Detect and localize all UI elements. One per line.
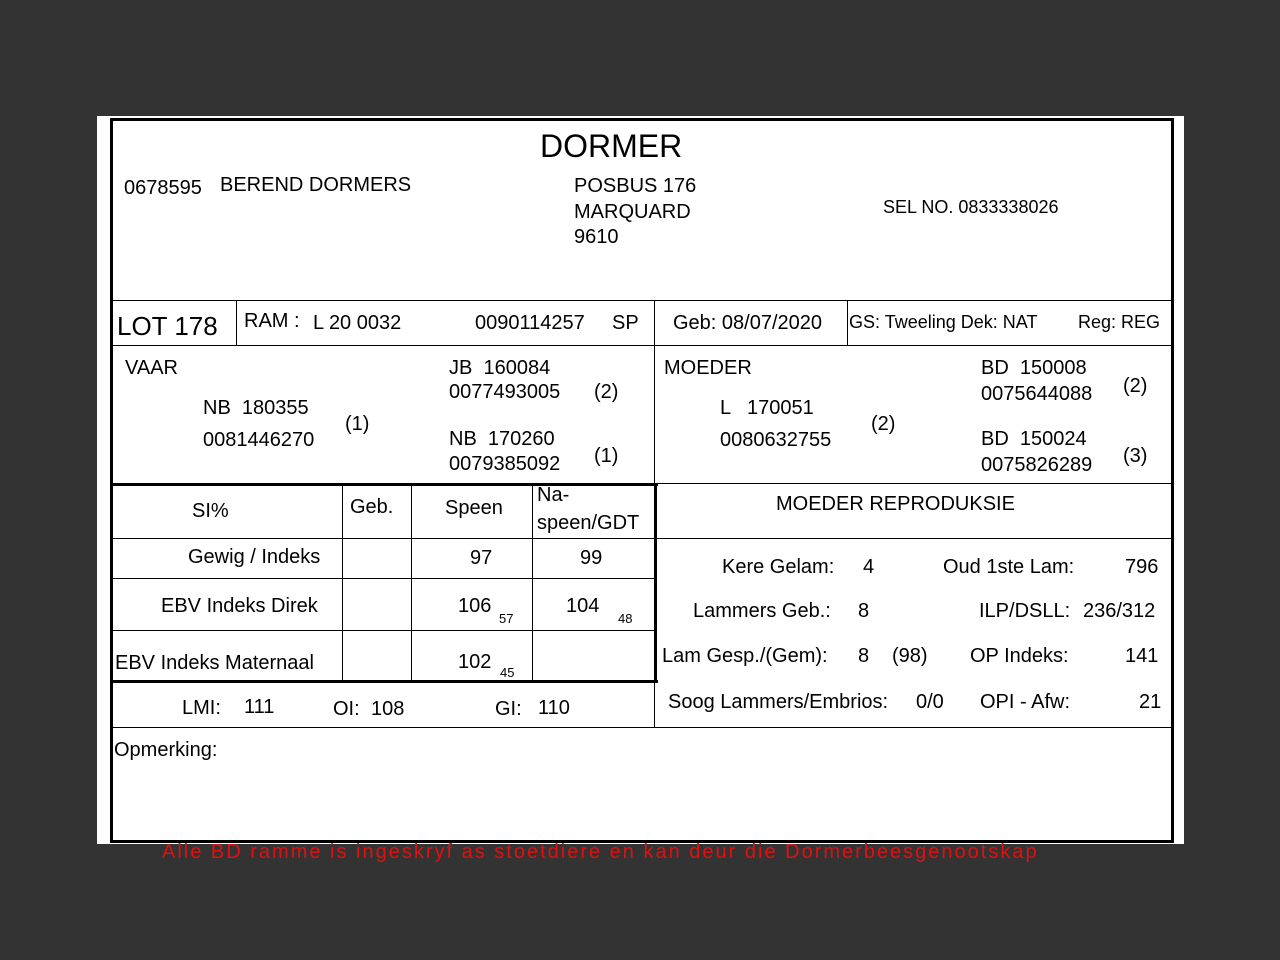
gs-dek — [849, 313, 1037, 331]
reg-label: Reg: — [1078, 312, 1117, 332]
ilp-label: ILP/DSLL: — [979, 600, 1071, 622]
ram-number: 0090114257 — [475, 312, 585, 334]
dam-id: L 170051 — [720, 397, 814, 419]
lot-label: LOT — [117, 311, 168, 341]
sire-note: (1) — [345, 413, 370, 435]
gesp-label: Lam Gesp./(Gem): — [662, 645, 828, 667]
divider — [113, 483, 658, 486]
reg-value: REG — [1121, 312, 1161, 332]
divider — [342, 483, 343, 681]
ebv-direct-naspeen: 104 — [566, 595, 600, 617]
divider — [113, 727, 1171, 728]
breeder-name: BEREND DORMERS — [220, 174, 412, 196]
divider — [411, 483, 412, 681]
weight-naspeen: 99 — [580, 547, 603, 569]
oud-value: 796 — [1125, 556, 1159, 578]
breeder-code: 0678595 — [124, 177, 202, 199]
dam-note: (2) — [871, 413, 896, 435]
soog-value: 0/0 — [916, 691, 944, 713]
breed-title: DORMER — [540, 128, 683, 164]
oi-label: OI: — [333, 698, 360, 720]
divider — [658, 483, 1171, 484]
ram-id: L 20 0032 — [313, 312, 402, 334]
footer-note-clipped — [162, 834, 1132, 863]
birth-value: 08/07/2020 — [721, 312, 823, 334]
divider — [113, 680, 658, 683]
dam-sire-note: (2) — [1123, 375, 1148, 397]
cell-label: SEL NO. — [883, 197, 954, 217]
reproduction-title: MOEDER REPRODUKSIE — [776, 493, 1015, 515]
remarks-label: Opmerking: — [114, 739, 218, 761]
op-value: 141 — [1125, 645, 1159, 667]
gs-value: Tweeling — [884, 312, 956, 332]
lot-card — [110, 118, 1174, 843]
divider — [847, 300, 848, 345]
ilp-value: 236/312 — [1083, 600, 1156, 622]
opi-label: OPI - Afw: — [980, 691, 1071, 713]
weight-speen: 97 — [470, 547, 493, 569]
sire-dam-id: NB 170260 — [449, 428, 555, 450]
naspeen-header-line1: Na- — [537, 484, 570, 506]
gi-value: 110 — [538, 697, 570, 719]
op-label: OP Indeks: — [970, 645, 1069, 667]
oud-label: Oud 1ste Lam: — [943, 556, 1075, 578]
sire-sire-id: JB 160084 — [449, 357, 551, 379]
dam-sire-id: BD 150008 — [981, 357, 1087, 379]
dek-value: NAT — [1002, 312, 1038, 332]
sire-number: 0081446270 — [203, 429, 315, 451]
opi-value: 21 — [1139, 691, 1162, 713]
address-line-2: MARQUARD — [574, 201, 691, 223]
cell-value: 0833338026 — [958, 197, 1059, 217]
divider — [236, 300, 237, 345]
row-label-weight: Gewig / Indeks — [188, 546, 321, 568]
dam-number: 0080632755 — [720, 429, 832, 451]
lmi-value: 111 — [244, 696, 275, 718]
birth-label: Geb: — [673, 312, 717, 334]
geb-header: Geb. — [350, 496, 394, 518]
sire-sire-number: 0077493005 — [449, 381, 561, 403]
naspeen-header-line2: speen/GDT — [537, 512, 640, 534]
sire-label: VAAR — [125, 357, 178, 379]
ebv-direct-speen-accuracy: 57 — [499, 611, 514, 626]
row-label-ebv-maternal: EBV Indeks Maternaal — [115, 652, 314, 674]
ebv-direct-naspeen-accuracy: 48 — [618, 611, 633, 626]
address-line-1: POSBUS 176 — [574, 175, 697, 197]
lammers-value: 8 — [858, 600, 870, 622]
sire-dam-note: (1) — [594, 445, 619, 467]
gi-label: GI: — [495, 698, 522, 720]
ram-code: SP — [612, 312, 639, 334]
si-header: SI% — [192, 500, 229, 522]
lot-value: 178 — [174, 311, 218, 341]
ram-label: RAM : — [244, 310, 300, 332]
oi-value: 108 — [371, 698, 405, 720]
gs-label: GS: — [849, 312, 881, 332]
lot-number — [117, 313, 218, 339]
lmi-label: LMI: — [182, 697, 221, 719]
soog-label: Soog Lammers/Embrios: — [668, 691, 889, 713]
sire-id: NB 180355 — [203, 397, 309, 419]
divider — [113, 578, 654, 579]
divider — [113, 300, 1171, 301]
ebv-direct-speen: 106 — [458, 595, 492, 617]
dam-sire-number: 0075644088 — [981, 383, 1093, 405]
sire-dam-number: 0079385092 — [449, 453, 561, 475]
dam-dam-note: (3) — [1123, 445, 1148, 467]
ebv-maternal-speen-accuracy: 45 — [500, 665, 515, 680]
dam-label: MOEDER — [664, 357, 752, 379]
speen-header: Speen — [445, 497, 503, 519]
gem-value: (98) — [892, 645, 928, 667]
sire-sire-note: (2) — [594, 381, 619, 403]
kere-label: Kere Gelam: — [722, 556, 835, 578]
kere-value: 4 — [863, 556, 875, 578]
divider — [113, 538, 1171, 539]
divider — [113, 630, 654, 631]
dam-dam-id: BD 150024 — [981, 428, 1087, 450]
divider — [532, 483, 533, 681]
catalog-page — [97, 116, 1184, 863]
lammers-label: Lammers Geb.: — [693, 600, 831, 622]
registration — [1078, 313, 1160, 331]
address-line-3: 9610 — [574, 226, 619, 248]
divider — [113, 345, 1171, 346]
dek-label: Dek: — [960, 312, 998, 332]
cell-number — [883, 198, 1058, 216]
row-label-ebv-direct: EBV Indeks Direk — [161, 595, 318, 617]
divider — [654, 483, 657, 681]
ebv-maternal-speen: 102 — [458, 651, 492, 673]
dam-dam-number: 0075826289 — [981, 454, 1093, 476]
footer-note: Alle BD ramme is ingeskryf as stoetdiere en kan deur die Dormerbeesgenootskap — [162, 841, 1039, 863]
birth-date — [673, 313, 822, 333]
gesp-value: 8 — [858, 645, 870, 667]
